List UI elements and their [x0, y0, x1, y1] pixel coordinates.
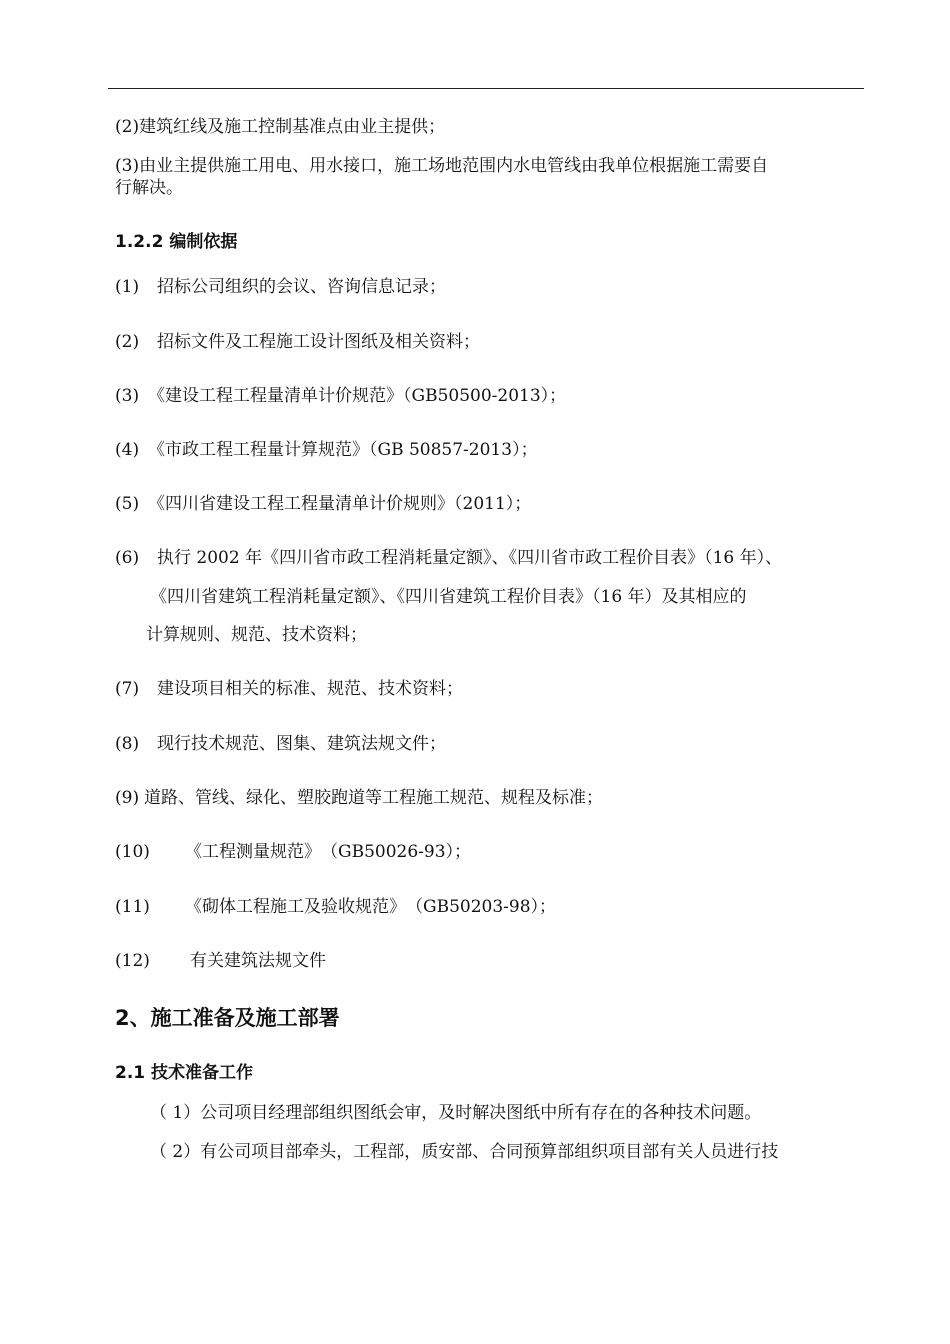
basis-item-4 [115, 439, 538, 461]
section-heading-1-2-2: 1.2.2 编制依据 [115, 232, 238, 252]
basis-item-6-line-3: 计算规则、规范、技术资料； [146, 625, 367, 645]
basis-item-text: 招标公司组织的会议、咨询信息记录； [157, 277, 446, 297]
basis-item-12 [115, 950, 326, 972]
basis-item-number: (4) [115, 440, 140, 460]
basis-item-7 [115, 678, 463, 700]
basis-item-text: 《工程测量规范》 （GB50026-93）； [185, 842, 472, 862]
basis-item-number: (7) [115, 679, 140, 699]
basis-item-2 [115, 331, 480, 353]
basis-item-9 [115, 787, 603, 809]
basis-item-text: 现行技术规范、图集、建筑法规文件； [157, 734, 446, 754]
basis-item-11 [115, 896, 556, 918]
basis-item-number: (1) [115, 277, 140, 297]
basis-item-text: 执行 2002 年《四川省市政工程消耗量定额》、《四川省市政工程价目表》（16 年）、 [157, 548, 783, 568]
basis-item-text: 《建设工程工程量清单计价规范》（GB50500-2013）； [148, 386, 567, 406]
section-heading-2: 2、施工准备及施工部署 [115, 1006, 340, 1030]
basis-item-number: (3) [115, 386, 140, 406]
basis-item-text: 建设项目相关的标准、规范、技术资料； [157, 679, 463, 699]
basis-item-number: (11) [115, 897, 150, 917]
basis-item-number: (10) [115, 842, 150, 862]
header-rule [108, 88, 864, 89]
basis-item-text: 《市政工程工程量计算规范》（GB 50857-2013）； [148, 440, 538, 460]
basis-item-10 [115, 841, 471, 863]
basis-item-number: (2) [115, 332, 140, 352]
basis-item-number: (8) [115, 734, 140, 754]
basis-item-6-line-2: 《四川省建筑工程消耗量定额》、《四川省建筑工程价目表》（16 年）及其相应的 [150, 587, 747, 607]
basis-item-3 [115, 385, 566, 407]
basis-item-number: (12) [115, 951, 150, 971]
basis-item-8 [115, 733, 446, 755]
basis-item-number: (6) [115, 548, 140, 568]
basis-item-text: 道路、管线、绿化、塑胶跑道等工程施工规范、规程及标准； [144, 788, 603, 808]
basis-item-text: 《砌体工程施工及验收规范》 （GB50203-98）； [185, 897, 557, 917]
section-heading-2-1: 2.1 技术准备工作 [115, 1063, 254, 1083]
tech-prep-item-2: （ 2）有公司项目部牵头，工程部，质安部、合同预算部组织项目部有关人员进行技 [150, 1142, 779, 1162]
basis-item-number: (9) [115, 788, 140, 808]
basis-item-text: 招标文件及工程施工设计图纸及相关资料； [157, 332, 480, 352]
basis-item-number: (5) [115, 494, 140, 514]
basis-item-5 [115, 493, 531, 515]
tech-prep-item-1: （ 1）公司项目经理部组织图纸会审，及时解决图纸中所有存在的各种技术问题。 [150, 1103, 762, 1123]
basis-item-text: 有关建筑法规文件 [190, 951, 326, 971]
intro-item-3-line-2: 行解决。 [115, 178, 183, 198]
basis-item-6-line-1 [115, 547, 782, 569]
intro-item-2: (2)建筑红线及施工控制基准点由业主提供； [115, 117, 446, 137]
intro-item-3-line-1: (3)由业主提供施工用电、用水接口，施工场地范围内水电管线由我单位根据施工需要自 [115, 156, 769, 176]
basis-item-text: 《四川省建设工程工程量清单计价规则》（2011）； [148, 494, 532, 514]
basis-item-1 [115, 276, 446, 298]
